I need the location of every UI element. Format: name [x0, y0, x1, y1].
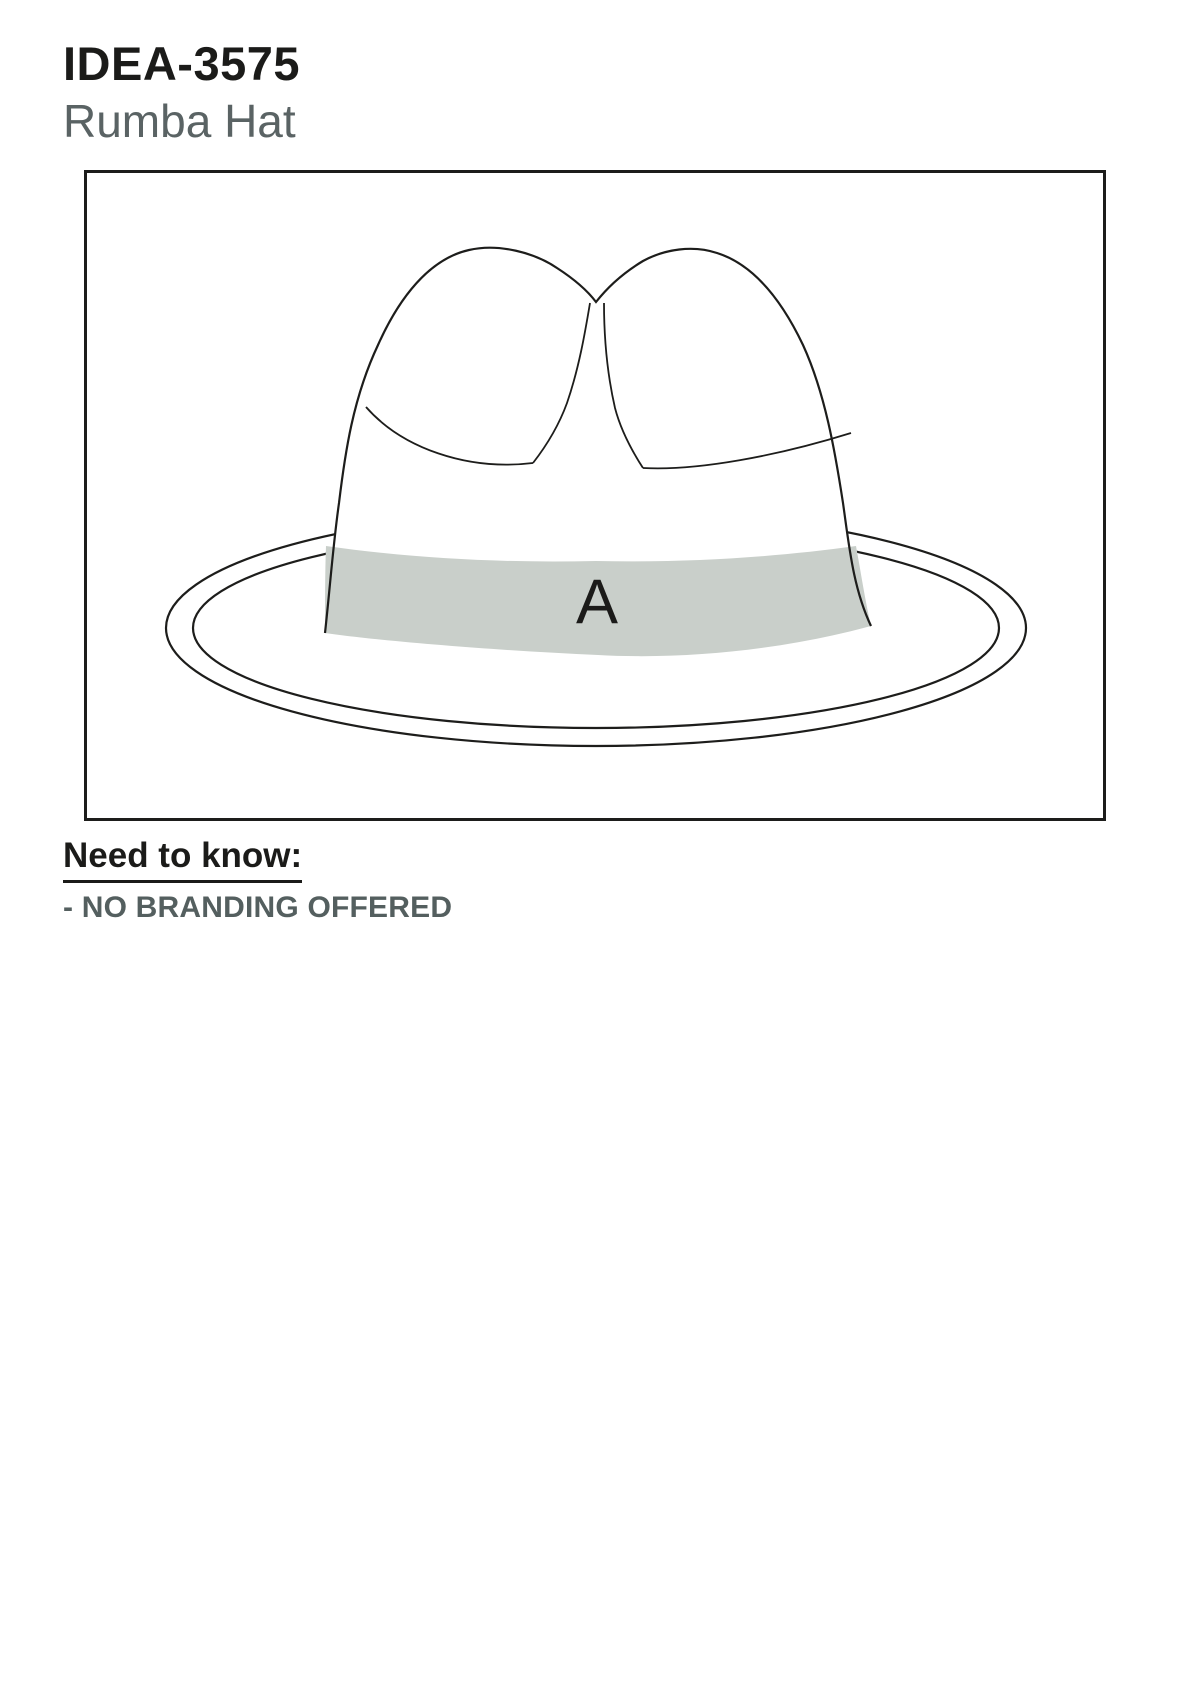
branding-position-label: A [575, 567, 619, 637]
product-name: Rumba Hat [63, 95, 296, 147]
hat-illustration [87, 173, 1103, 818]
page-title: IDEA-3575 [63, 37, 300, 90]
need-to-know-heading: Need to know: [63, 837, 302, 883]
hat-diagram-frame [84, 170, 1106, 821]
note-item: - NO BRANDING OFFERED [63, 891, 453, 924]
